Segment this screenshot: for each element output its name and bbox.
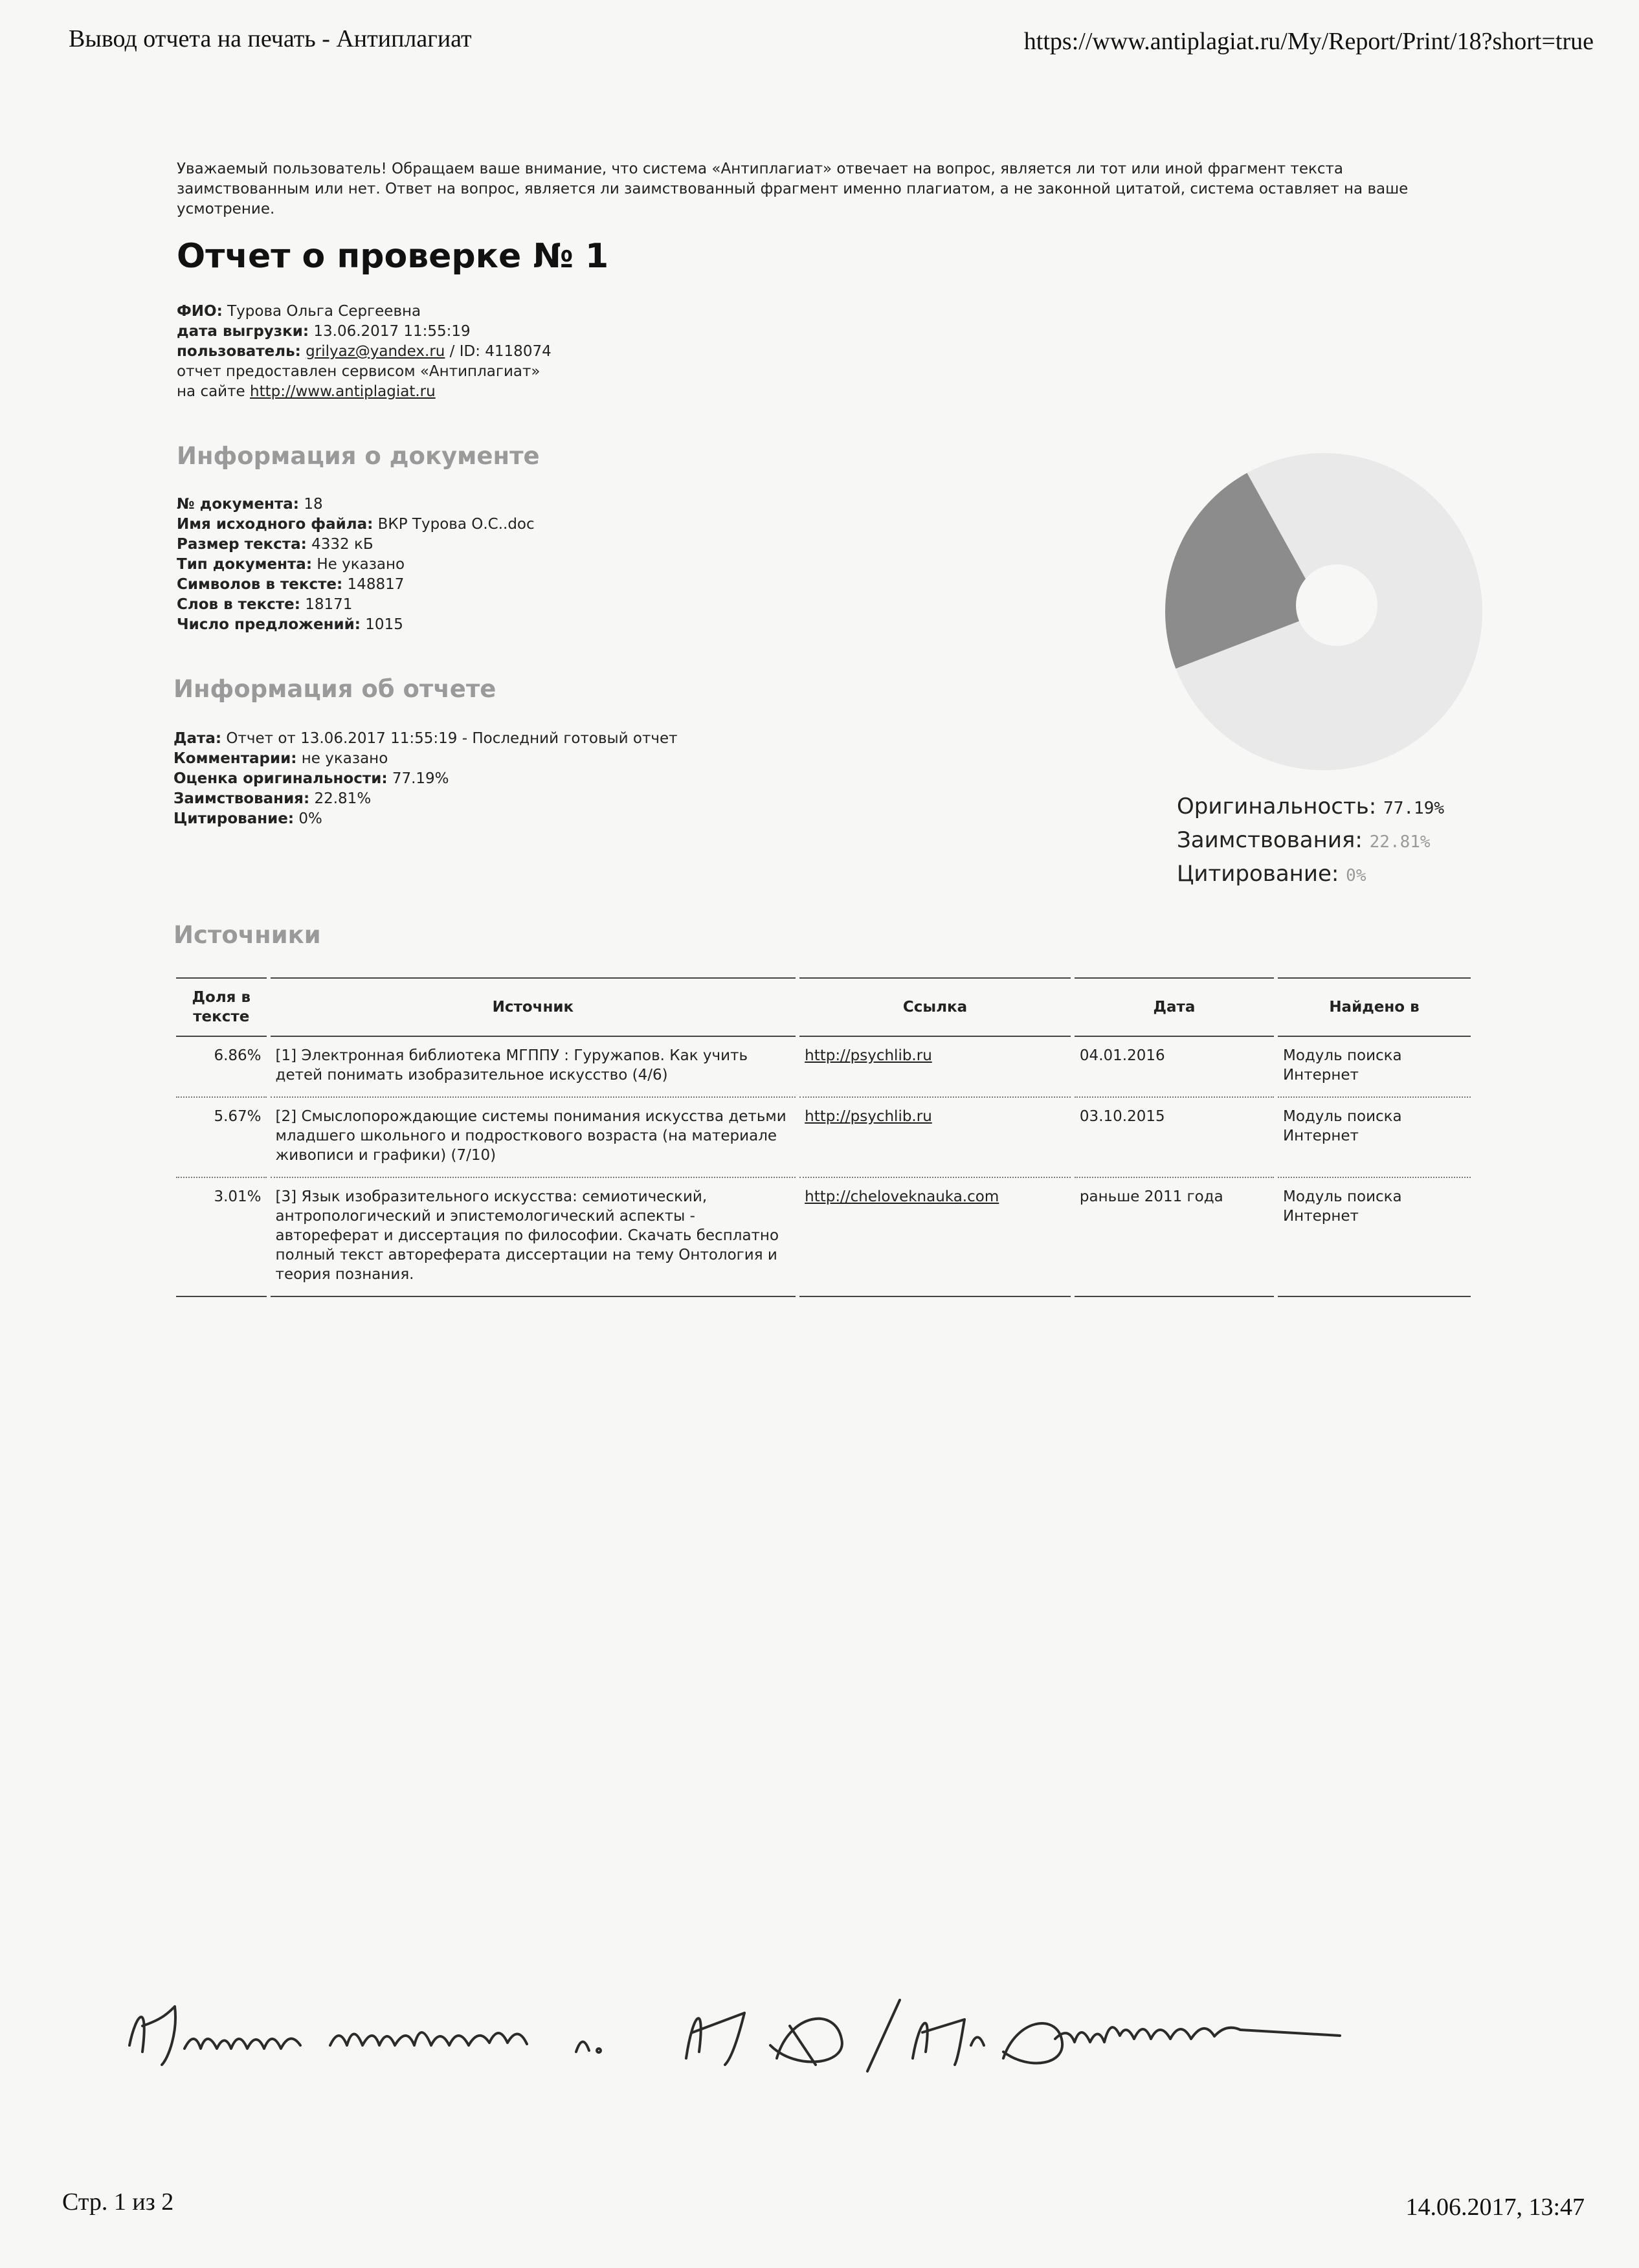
words-value: 18171 (305, 596, 353, 613)
source-date: 03.10.2015 (1075, 1098, 1274, 1178)
fio-value: Турова Ольга Сергеевна (227, 303, 421, 320)
borrowing-label: Заимствования: (173, 790, 310, 807)
comments-value: не указано (301, 750, 388, 767)
source-date: 04.01.2016 (1075, 1037, 1274, 1098)
text-size-label: Размер текста: (177, 536, 307, 553)
report-title: Отчет о проверке № 1 (177, 237, 609, 276)
site-prefix: на сайте (177, 383, 245, 400)
col-link: Ссылка (799, 977, 1071, 1037)
pie-hole (1296, 564, 1377, 646)
chart-legend (1177, 791, 1444, 892)
report-date-value: Отчет от 13.06.2017 11:55:19 - Последний готовый отчет (226, 730, 678, 747)
legend-citation-value: 0% (1346, 866, 1366, 885)
source-date: раньше 2011 года (1075, 1178, 1274, 1297)
source-found-in: Модуль поиска Интернет (1278, 1178, 1471, 1297)
originality-pie-chart (1165, 453, 1482, 770)
source-title: [2] Смыслопорождающие системы понимания искусства детьми младшего школьного и подросткового возраста (на материале живописи и графики) (7/10) (271, 1098, 796, 1178)
source-title: [3] Язык изобразительного искусства: семиотический, антропологический и эпистемологический аспекты - автореферат и диссертация по философии. Скачать бесплатно полный текст автореферата диссертации на тему Онтология и теория познания. (271, 1178, 796, 1297)
citation-label: Цитирование: (173, 810, 295, 827)
site-link[interactable]: http://www.antiplagiat.ru (250, 383, 436, 400)
document-info (177, 495, 535, 635)
print-header-url: https://www.antiplagiat.ru/My/Report/Print/18?short=true (1023, 28, 1594, 55)
text-size-value: 4332 кБ (311, 536, 374, 553)
source-link[interactable]: http://psychlib.ru (805, 1047, 932, 1064)
originality-label: Оценка оригинальности: (173, 770, 388, 787)
legend-originality-value: 77.19% (1383, 799, 1444, 818)
chars-label: Символов в тексте: (177, 576, 343, 593)
file-name-value: ВКР Турова О.С..doc (377, 516, 535, 533)
file-name-label: Имя исходного файла: (177, 516, 374, 533)
source-share: 6.86% (176, 1037, 267, 1098)
document-info-heading: Информация о документе (177, 442, 540, 470)
col-share: Доля в тексте (176, 977, 267, 1037)
user-id: / ID: 4118074 (449, 343, 552, 360)
sources-table (172, 977, 1475, 1297)
user-info (177, 302, 552, 402)
sentences-label: Число предложений: (177, 616, 361, 633)
sources-heading: Источники (173, 921, 321, 949)
citation-value: 0% (298, 810, 322, 827)
user-label: пользователь: (177, 343, 301, 360)
provided-by: отчет предоставлен сервисом «Антиплагиат» (177, 363, 541, 380)
report-info-heading: Информация об отчете (173, 675, 496, 703)
comments-label: Комментарии: (173, 750, 297, 767)
legend-citation-label: Цитирование: (1177, 861, 1339, 887)
legend-originality-label: Оригинальность: (1177, 794, 1377, 819)
col-date: Дата (1075, 977, 1274, 1037)
report-info (173, 729, 678, 829)
source-title: [1] Электронная библиотека МГППУ : Гуружапов. Как учить детей понимать изобразительное искусство (4/6) (271, 1037, 796, 1098)
words-label: Слов в тексте: (177, 596, 300, 613)
notice-text: Уважаемый пользователь! Обращаем ваше внимание, что система «Антиплагиат» отвечает на вопрос, является ли тот или иной фрагмент текста заимствованным или нет. Ответ на вопрос, является ли заимствованный фрагмент именно плагиатом, а не законной цитатой, система оставляет на ваше усмотрение. (177, 161, 1409, 217)
doc-number-value: 18 (304, 496, 323, 513)
source-share: 5.67% (176, 1098, 267, 1178)
source-link[interactable]: http://psychlib.ru (805, 1108, 932, 1125)
sentences-value: 1015 (365, 616, 403, 633)
source-found-in: Модуль поиска Интернет (1278, 1037, 1471, 1098)
legend-borrowing-label: Заимствования: (1177, 827, 1363, 853)
table-row (176, 1178, 1471, 1297)
user-email-link[interactable]: grilyaz@yandex.ru (306, 343, 445, 360)
source-share: 3.01% (176, 1178, 267, 1297)
doc-type-label: Тип документа: (177, 556, 313, 573)
footer-datetime: 14.06.2017, 13:47 (1405, 2194, 1585, 2221)
footer-page-number: Стр. 1 из 2 (62, 2188, 174, 2216)
source-link[interactable]: http://cheloveknauka.com (805, 1188, 999, 1205)
export-date-value: 13.06.2017 11:55:19 (313, 323, 471, 340)
table-row (176, 1037, 1471, 1098)
report-date-label: Дата: (173, 730, 222, 747)
fio-label: ФИО: (177, 303, 223, 320)
source-found-in: Модуль поиска Интернет (1278, 1098, 1471, 1178)
sources-header-row (176, 977, 1471, 1037)
legend-borrowing-value: 22.81% (1369, 832, 1431, 852)
col-found-in: Найдено в (1278, 977, 1471, 1037)
doc-number-label: № документа: (177, 496, 299, 513)
originality-value: 77.19% (392, 770, 449, 787)
borrowing-value: 22.81% (314, 790, 372, 807)
doc-type-value: Не указано (317, 556, 405, 573)
print-header-title: Вывод отчета на печать - Антиплагиат (69, 25, 472, 52)
chars-value: 148817 (347, 576, 405, 593)
col-source: Источник (271, 977, 796, 1037)
pie-svg (1165, 453, 1482, 770)
export-date-label: дата выгрузки: (177, 323, 309, 340)
handwritten-signature (123, 1974, 1573, 2104)
table-row (176, 1098, 1471, 1178)
